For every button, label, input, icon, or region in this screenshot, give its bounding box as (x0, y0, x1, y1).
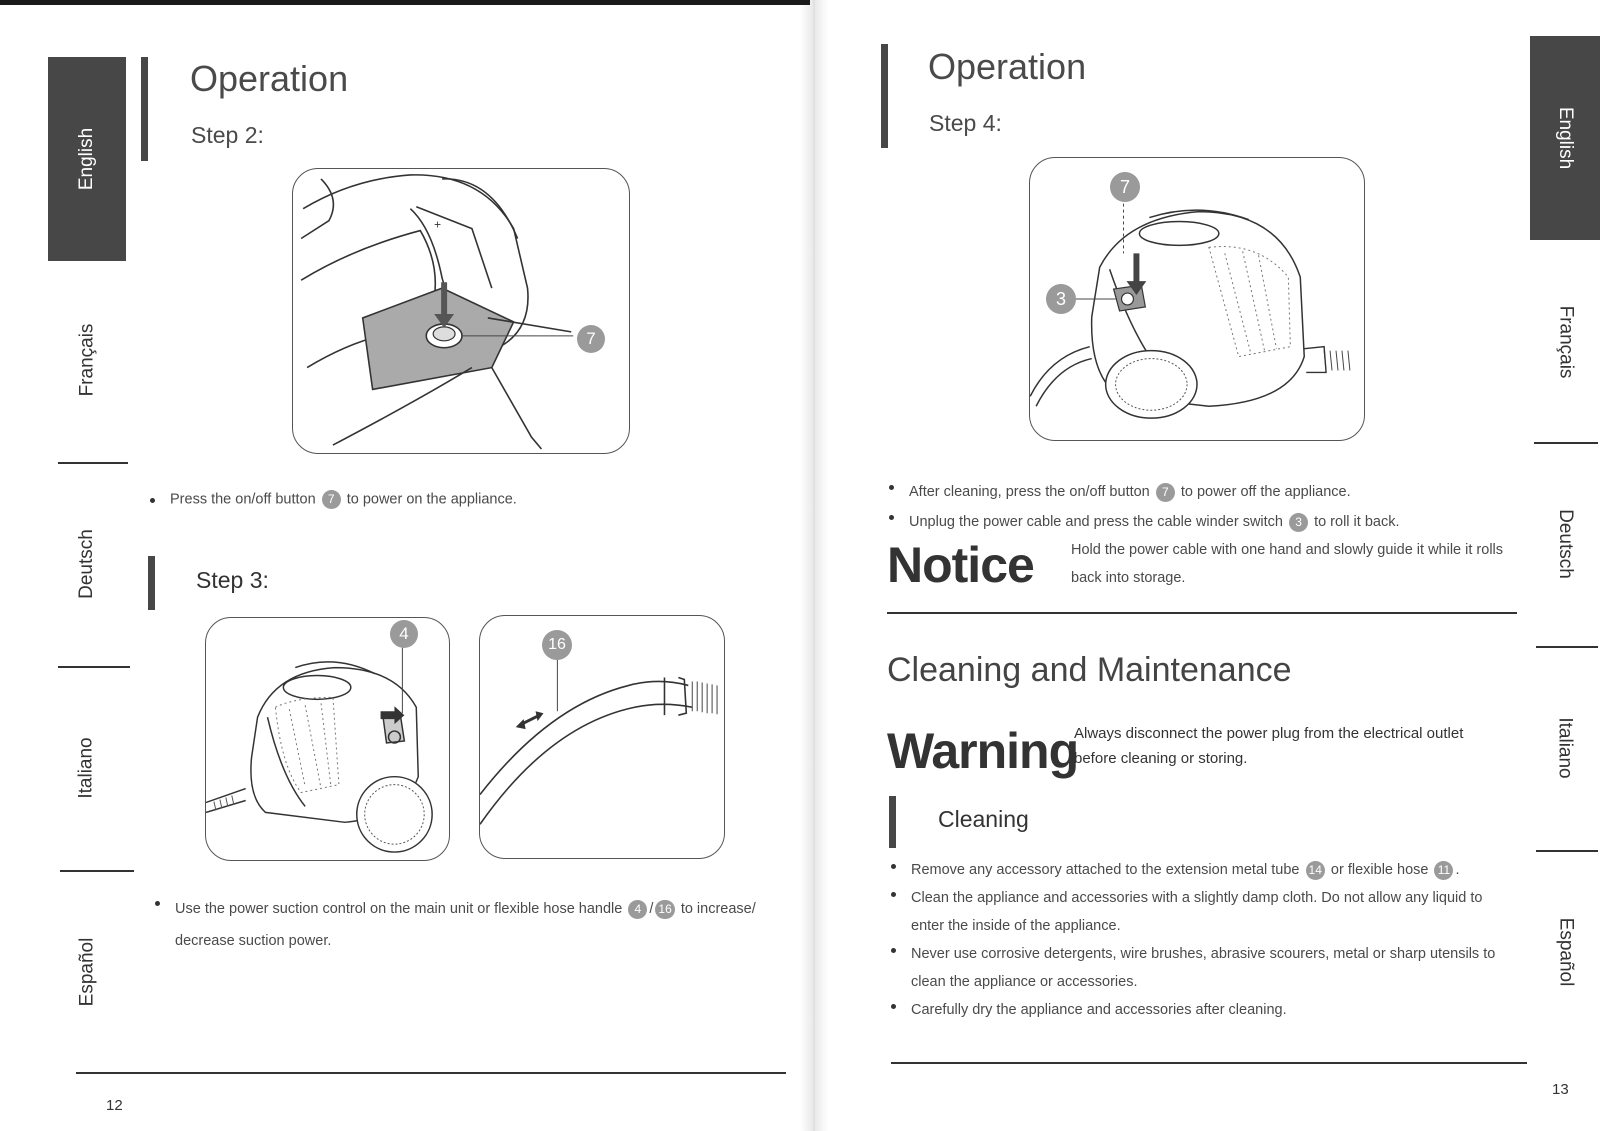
step-4-heading: Step 4: (929, 110, 1002, 136)
hose-handle-drawing (480, 616, 724, 858)
tab-espanol-right[interactable] (1530, 854, 1600, 1050)
tab-label: Español (1554, 917, 1576, 987)
tab-label: Español (75, 937, 97, 1007)
step-3-bullets (153, 893, 773, 957)
section-bar (141, 57, 148, 161)
tab-divider (60, 870, 134, 872)
list-item: Use the power suction control on the main unit or flexible hose handle 4 / 16 to increase/ decrease suction power. (153, 893, 773, 957)
tab-english-right[interactable] (1530, 36, 1600, 240)
svg-text:+: + (434, 217, 442, 232)
cable-winder-drawing (1030, 158, 1364, 440)
tab-divider (1536, 646, 1598, 648)
ref-number-3: 3 (1289, 513, 1308, 532)
tab-divider (58, 462, 128, 464)
callout-4: 4 (390, 620, 418, 648)
callout-16: 16 (542, 630, 572, 660)
step-3-illustration-hose (479, 615, 725, 859)
tab-label: English (75, 127, 97, 191)
tab-espanol-left[interactable] (48, 874, 126, 1070)
tab-label: English (1554, 106, 1576, 170)
notice-label: Notice (887, 537, 1034, 593)
tab-italiano-left[interactable] (48, 670, 126, 866)
list-item: Carefully dry the appliance and accessories after cleaning. (889, 996, 1519, 1024)
section-bar (881, 44, 888, 148)
footer-rule (891, 1062, 1527, 1064)
tab-deutsch-left[interactable] (48, 466, 126, 662)
warning-label: Warning (887, 723, 1079, 779)
step-2-illustration (292, 168, 630, 454)
tab-label: Italiano (76, 737, 97, 799)
list-item: Never use corrosive detergents, wire brushes, abrasive scourers, metal or sharp utensils to clean the appliance or accessories. (889, 940, 1519, 996)
tab-divider (58, 666, 130, 668)
step-3-illustration-unit (205, 617, 450, 861)
top-edge-bar (0, 0, 810, 5)
tab-deutsch-right[interactable] (1530, 446, 1600, 642)
tab-divider (1536, 850, 1598, 852)
step-2-heading: Step 2: (191, 122, 264, 148)
section-rule (887, 612, 1517, 614)
list-item: Press the on/off button 7 to power on the appliance. (148, 490, 748, 509)
cleaning-bar (889, 796, 896, 848)
footer-rule (76, 1072, 786, 1074)
warning-text: Always disconnect the power plug from the electrical outlet before cleaning or storing. (1074, 725, 1464, 767)
step-2-bullets (148, 490, 748, 509)
tab-label: Deutsch (1554, 509, 1576, 579)
cleaning-bullets (889, 856, 1519, 1024)
tab-label: Français (1555, 305, 1577, 379)
step-3-bar (148, 556, 155, 610)
tab-divider (1534, 442, 1598, 444)
tab-francais-right[interactable] (1530, 244, 1600, 440)
cleaning-heading: Cleaning (938, 806, 1029, 832)
tab-label: Français (75, 323, 97, 397)
page-title: Operation (928, 46, 1087, 87)
callout-3: 3 (1046, 284, 1076, 314)
step-4-bullets (887, 477, 1527, 537)
book-spine (800, 0, 828, 1131)
ref-number-14: 14 (1306, 861, 1325, 880)
cleaning-maintenance-title: Cleaning and Maintenance (887, 651, 1292, 689)
power-button-drawing (293, 169, 629, 453)
ref-number-16: 16 (655, 900, 674, 919)
step-4-illustration (1029, 157, 1365, 441)
notice-text: Hold the power cable with one hand and slowly guide it while it rolls back into storage. (1071, 542, 1504, 586)
page-number: 13 (1552, 1081, 1569, 1098)
ref-number-11: 11 (1434, 861, 1453, 880)
page-title: Operation (190, 58, 349, 99)
list-item: Unplug the power cable and press the cable winder switch 3 to roll it back. (887, 507, 1527, 537)
vacuum-cleaner-drawing (206, 618, 449, 860)
ref-number-7: 7 (1156, 483, 1175, 502)
tab-english-left[interactable] (48, 57, 126, 261)
tab-label: Deutsch (75, 529, 97, 599)
page-number: 12 (106, 1097, 123, 1114)
ref-number-4: 4 (628, 900, 647, 919)
callout-7: 7 (1110, 172, 1140, 202)
tab-italiano-right[interactable] (1530, 650, 1600, 846)
callout-7: 7 (577, 325, 605, 353)
ref-number-7: 7 (322, 490, 341, 509)
list-item: Clean the appliance and accessories with a slightly damp cloth. Do not allow any liquid to enter the inside of the appliance. (889, 884, 1519, 940)
list-item: After cleaning, press the on/off button 7 to power off the appliance. (887, 477, 1527, 507)
list-item: Remove any accessory attached to the extension metal tube 14 or flexible hose 11 . (889, 856, 1519, 884)
step-3-heading: Step 3: (196, 567, 269, 593)
tab-label: Italiano (1555, 717, 1576, 779)
tab-francais-left[interactable] (48, 262, 126, 458)
